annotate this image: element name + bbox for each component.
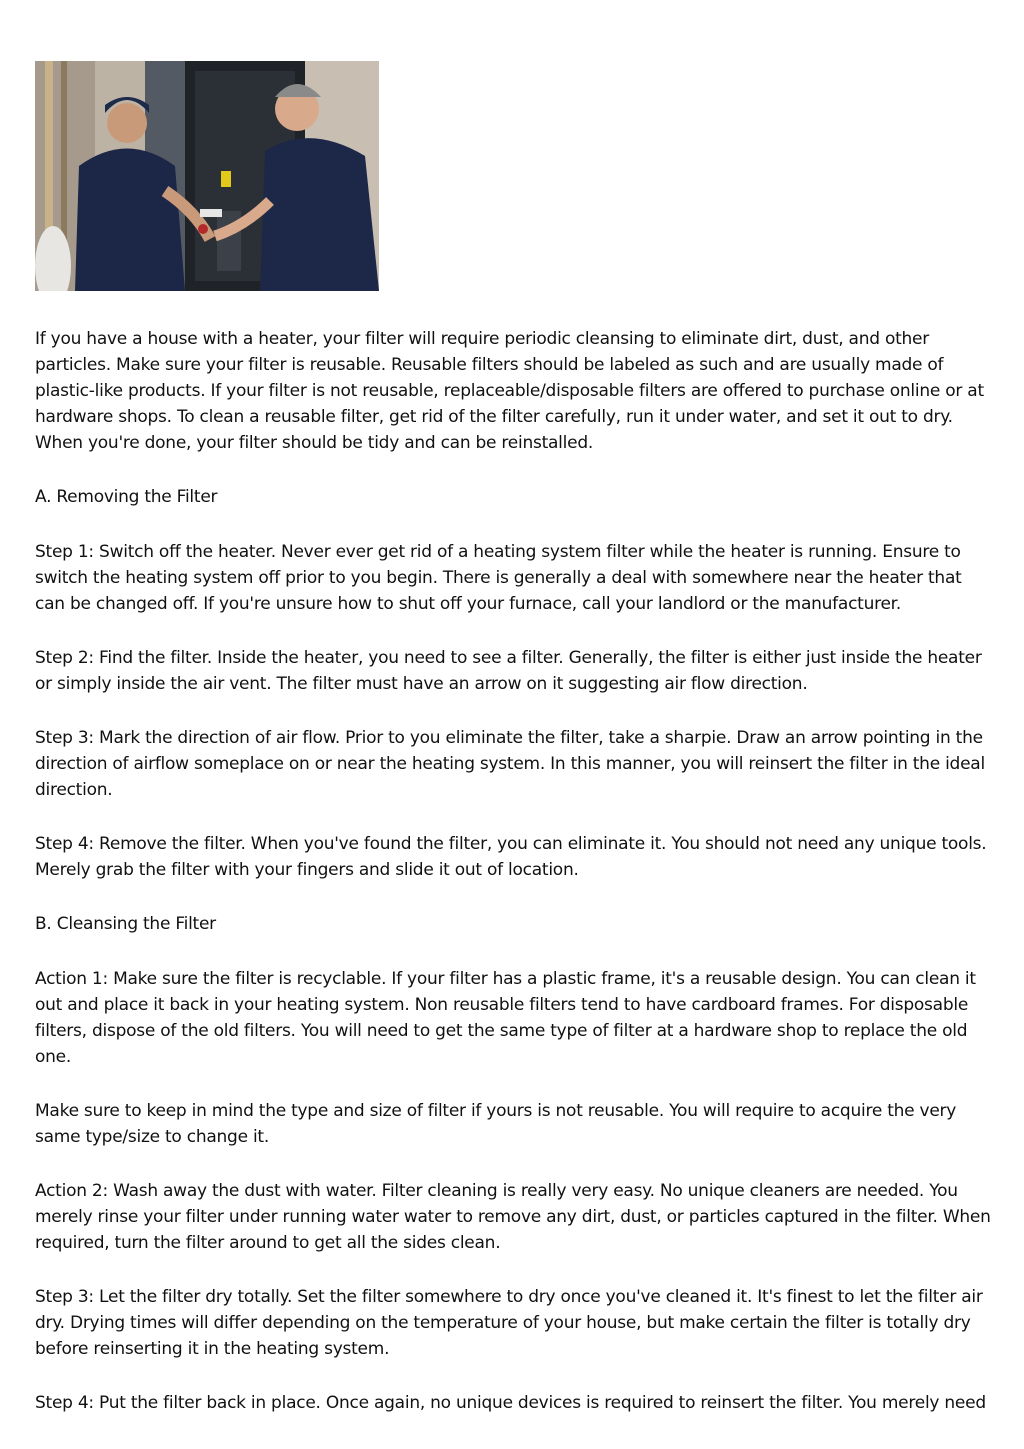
intro-paragraph: If you have a house with a heater, your filter will require periodic cleansing to eliminate dirt, dust, and other particles. Make sure your filter is reusable. Reusable filters should be labeled as such and are usually made of plastic-like products. If your filter is not reusable, replaceable/disposable filters are offered to purchase online or at hardware shops. To clean a reusable filter, get rid of the filter carefully, run it under water, and set it out to dry. When you're done, your filter should be tidy and can be reinstalled. (35, 329, 984, 453)
step-paragraph: Step 2: Find the filter. Inside the heater, you need to see a filter. Generally, the filter is either just inside the heater or simply inside the air vent. The filter must have an arrow on it suggesting air flow direction. (35, 648, 982, 694)
step-paragraph: Step 1: Switch off the heater. Never ever get rid of a heating system filter while the heater is running. Ensure to switch the heating system off prior to you begin. There is generally a deal with somewhere near the heater that can be changed off. If you're unsure how to shut off your furnace, call your landlord or the manufacturer. (35, 542, 962, 614)
technicians-photo (35, 61, 379, 291)
document-page (35, 61, 993, 1444)
article-body (35, 326, 993, 1416)
section-heading-removing: A. Removing the Filter (35, 487, 218, 507)
step-paragraph: Step 4: Put the filter back in place. Once again, no unique devices is required to reinsert the filter. You merely need (35, 1393, 986, 1413)
step-paragraph: Step 3: Mark the direction of air flow. Prior to you eliminate the filter, take a sharpie. Draw an arrow pointing in the direction of airflow someplace on or near the heating system. In this manner, you will reinsert the filter in the ideal direction. (35, 728, 985, 800)
step-paragraph: Action 1: Make sure the filter is recyclable. If your filter has a plastic frame, it's a reusable design. You can clean it out and place it back in your heating system. Non reusable filters tend to have cardboard frames. For disposable filters, dispose of the old filters. You will need to get the same type of filter at a hardware shop to replace the old one. (35, 969, 976, 1067)
note-paragraph: Make sure to keep in mind the type and size of filter if yours is not reusable. You will require to acquire the very same type/size to change it. (35, 1101, 957, 1147)
step-paragraph: Step 3: Let the filter dry totally. Set the filter somewhere to dry once you've cleaned it. It's finest to let the filter air dry. Drying times will differ depending on the temperature of your house, but make certain the filter is totally dry before reinserting it in the heating system. (35, 1287, 983, 1359)
step-paragraph: Step 4: Remove the filter. When you've found the filter, you can eliminate it. You should not need any unique tools. Merely grab the filter with your fingers and slide it out of location. (35, 834, 987, 880)
section-heading-cleansing: B. Cleansing the Filter (35, 914, 216, 934)
photo-technicians-furnace-icon (35, 61, 379, 291)
step-paragraph: Action 2: Wash away the dust with water. Filter cleaning is really very easy. No unique cleaners are needed. You merely rinse your filter under running water water to remove any dirt, dust, or particles captured in the filter. When required, turn the filter around to get all the sides clean. (35, 1181, 991, 1253)
